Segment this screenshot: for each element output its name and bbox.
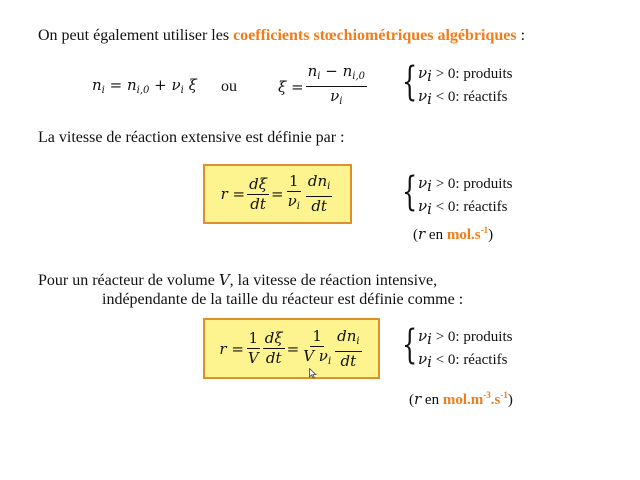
intensive-line1-end: , la vitesse de réaction intensive, [229, 272, 438, 289]
unit1-r: r [418, 225, 426, 243]
box2-frac3-den-sub: i [327, 355, 332, 367]
extensive-text: La vitesse de réaction extensive est définie par : [38, 129, 345, 146]
unit2-r: r [414, 390, 422, 408]
cond1-negative [418, 86, 512, 109]
conditions-1 [418, 63, 512, 109]
box1-frac1-den: dt [250, 194, 266, 213]
advancement-equation [92, 76, 197, 96]
cond1-pos-text: > 0: produits [431, 66, 513, 82]
ou-text: ou [221, 78, 237, 95]
cond3-neg-text: < 0: réactifs [431, 352, 508, 368]
eq1-nu-sub: i [180, 85, 184, 96]
highlight-term: coefficients stœchiométriques algébriques [233, 27, 517, 44]
box2-equals: = [286, 339, 300, 358]
box2-frac4 [335, 328, 361, 370]
conditions-3 [418, 326, 512, 372]
eq1-n-sub: i [101, 85, 105, 96]
box2-frac1-den: V [247, 349, 259, 367]
cond1-pos-nu-sub: i [427, 67, 432, 85]
box1-frac2-den-nu: ν [287, 192, 297, 210]
intro-before: On peut également utiliser les [38, 27, 234, 44]
cond2-pos-nu: ν [418, 174, 428, 192]
box1-r: r = [220, 185, 246, 203]
intensive-unit [409, 385, 513, 410]
box1-frac2-den [286, 192, 302, 215]
cond1-neg-nu: ν [418, 87, 428, 105]
unit2-open: ( [409, 392, 414, 408]
mouse-cursor-icon [309, 366, 317, 384]
unit2-exp2: -1 [500, 390, 508, 400]
unit2-mid: .s [490, 392, 501, 408]
box1-frac2-num: 1 [288, 172, 299, 190]
xi-fraction [306, 63, 367, 110]
xi-num-n: n [307, 62, 318, 80]
cond3-pos-nu: ν [418, 327, 428, 345]
cond1-neg-text: < 0: réactifs [431, 89, 508, 105]
unit2-close: ) [507, 392, 513, 408]
unit1-en: en [425, 227, 447, 243]
unit2-value: mol.m [442, 392, 484, 408]
unit1-close: ) [488, 227, 494, 243]
eq1-n0: n [126, 76, 137, 94]
extensive-rate-box [203, 164, 352, 224]
cond2-neg-text: < 0: réactifs [431, 199, 508, 215]
box2-frac4-num-dn: dn [337, 326, 357, 345]
box2-frac4-num [335, 328, 361, 352]
box2-frac2-den: dt [265, 349, 282, 367]
box2-frac1-num: 1 [248, 329, 259, 347]
intensive-V: V [218, 271, 230, 289]
cond3-neg-nu-sub: i [427, 353, 432, 371]
xi-label: ξ = [278, 77, 304, 96]
box1-frac3-num-sub: i [327, 181, 331, 192]
eq1-plus: + [149, 76, 172, 94]
xi-den-nu-sub: i [339, 96, 343, 107]
intensive-rate-box [203, 318, 380, 379]
cond3-pos-text: > 0: produits [431, 329, 513, 345]
box2-frac3-den [301, 347, 333, 370]
xi-num-n-sub: i [317, 71, 321, 82]
cond3-positive [418, 326, 512, 349]
cond2-pos-nu-sub: i [427, 177, 432, 195]
cond3-neg-nu: ν [418, 350, 428, 368]
xi-equation [278, 63, 369, 110]
eq1-n: n [92, 76, 102, 94]
box1-frac3-num [306, 173, 332, 197]
brace-1: { [402, 59, 418, 105]
xi-den-nu: ν [330, 87, 340, 105]
cond2-neg-nu-sub: i [427, 200, 432, 218]
box2-r: r = [219, 339, 244, 358]
extensive-unit [413, 220, 493, 245]
cond2-neg-nu: ν [418, 197, 428, 215]
box1-frac1-num: dξ [249, 174, 267, 193]
box1-frac3-den: dt [311, 197, 327, 215]
xi-fraction-den [328, 87, 344, 110]
eq1-nu: ν [171, 76, 181, 94]
eq1-n0-sub: i,0 [136, 85, 150, 96]
box2-frac3 [301, 328, 333, 370]
unit1-open: ( [413, 227, 418, 243]
cond2-negative [418, 196, 512, 219]
box1-frac2-den-sub: i [296, 201, 300, 212]
cond3-negative [418, 349, 512, 372]
box2-frac3-num: 1 [312, 326, 322, 345]
intensive-line1-start: Pour un réacteur de volume [38, 272, 219, 289]
xi-fraction-num [306, 63, 367, 87]
box1-frac3 [306, 173, 332, 215]
xi-num-minus: − n [320, 62, 353, 80]
conditions-2 [418, 173, 512, 219]
cond2-positive [418, 173, 512, 196]
xi-num-n0-sub: i,0 [352, 71, 365, 82]
box1-equals: = [271, 185, 284, 203]
intensive-text-line2: indépendante de la taille du réacteur est définie comme : [102, 291, 464, 308]
box2-frac2-num: dξ [264, 329, 283, 347]
intro-text [38, 26, 525, 46]
cond1-pos-nu: ν [418, 64, 428, 82]
eq1-xi: ξ [183, 76, 197, 94]
box2-frac2 [263, 330, 285, 367]
box2-frac4-num-sub: i [356, 335, 360, 347]
box2-frac4-den: dt [340, 351, 357, 370]
intro-after: : [516, 27, 526, 44]
box1-frac1 [247, 176, 269, 213]
unit1-exp: -1 [480, 225, 489, 235]
cond1-neg-nu-sub: i [427, 90, 432, 108]
brace-2: { [402, 169, 418, 215]
box1-frac3-num-dn: dn [307, 172, 328, 190]
brace-3: { [402, 322, 418, 368]
box2-frac1 [246, 330, 261, 367]
cond1-positive [418, 63, 512, 86]
cond3-pos-nu-sub: i [427, 330, 432, 348]
box2-frac3-den-vnu: V ν [303, 346, 328, 365]
unit2-en: en [421, 392, 443, 408]
unit1-value: mol.s [446, 227, 481, 243]
eq1-equals: = [104, 76, 127, 94]
cond2-pos-text: > 0: produits [431, 176, 513, 192]
intensive-rate-formula [219, 328, 363, 370]
intensive-text-line1 [38, 270, 437, 291]
unit2-exp1: -3 [483, 390, 491, 400]
extensive-rate-formula [221, 173, 335, 215]
box1-frac2 [286, 173, 302, 215]
